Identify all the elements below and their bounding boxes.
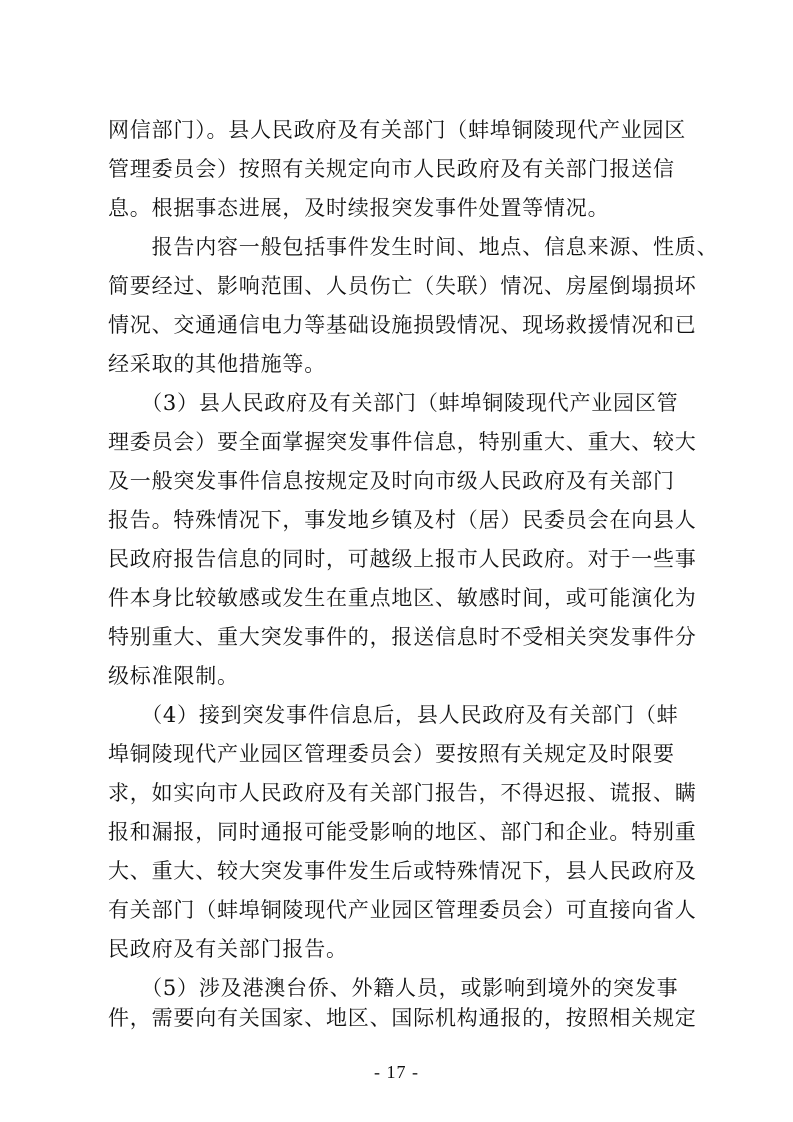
text-line: 级标准限制。 [108,664,239,688]
text-line: 报告。特殊情况下，事发地乡镇及村（居）民委员会在向县人 [108,508,697,532]
text-line: （3）县人民政府及有关部门（蚌埠铜陵现代产业园区管 [108,391,679,415]
text-line: 埠铜陵现代产业园区管理委员会）要按照有关规定及时限要 [108,742,675,766]
text-line: 特别重大、重大突发事件的，报送信息时不受相关突发事件分 [108,625,697,649]
text-line: 理委员会）要全面掌握突发事件信息，特别重大、重大、较大 [108,430,697,454]
text-line: 件本身比较敏感或发生在重点地区、敏感时间，或可能演化为 [108,586,697,610]
text-line: 网信部门）。县人民政府及有关部门（蚌埠铜陵现代产业园区 [108,118,687,142]
text-line: 有关部门（蚌埠铜陵现代产业园区管理委员会）可直接向省人 [108,898,697,922]
text-line: 求，如实向市人民政府及有关部门报告，不得迟报、谎报、瞒 [108,781,697,805]
text-line: 经采取的其他措施等。 [108,352,326,376]
text-line: 情况、交通通信电力等基础设施损毁情况、现场救援情况和已 [108,313,697,337]
text-line: 民政府报告信息的同时，可越级上报市人民政府。对于一些事 [108,547,697,571]
text-line: 大、重大、较大突发事件发生后或特殊情况下，县人民政府及 [108,859,697,883]
text-line: 简要经过、影响范围、人员伤亡（失联）情况、房屋倒塌损坏 [108,274,697,298]
text-line: （4）接到突发事件信息后，县人民政府及有关部门（蚌 [108,703,679,727]
text-line: 民政府及有关部门报告。 [108,937,348,961]
text-line: 报告内容一般包括事件发生时间、地点、信息来源、性质、 [108,235,719,259]
text-line: 报和漏报，同时通报可能受影响的地区、部门和企业。特别重 [108,820,697,844]
text-line: 件，需要向有关国家、地区、国际机构通报的，按照相关规定 [108,1006,697,1030]
text-line: 管理委员会）按照有关规定向市人民政府及有关部门报送信 [108,157,675,181]
text-line: 及一般突发事件信息按规定及时向市级人民政府及有关部门 [108,469,675,493]
page-number: - 17 - [374,1062,419,1082]
text-line: 息。根据事态进展，及时续报突发事件处置等情况。 [108,196,610,220]
text-line: （5）涉及港澳台侨、外籍人员，或影响到境外的突发事 [108,976,679,1000]
